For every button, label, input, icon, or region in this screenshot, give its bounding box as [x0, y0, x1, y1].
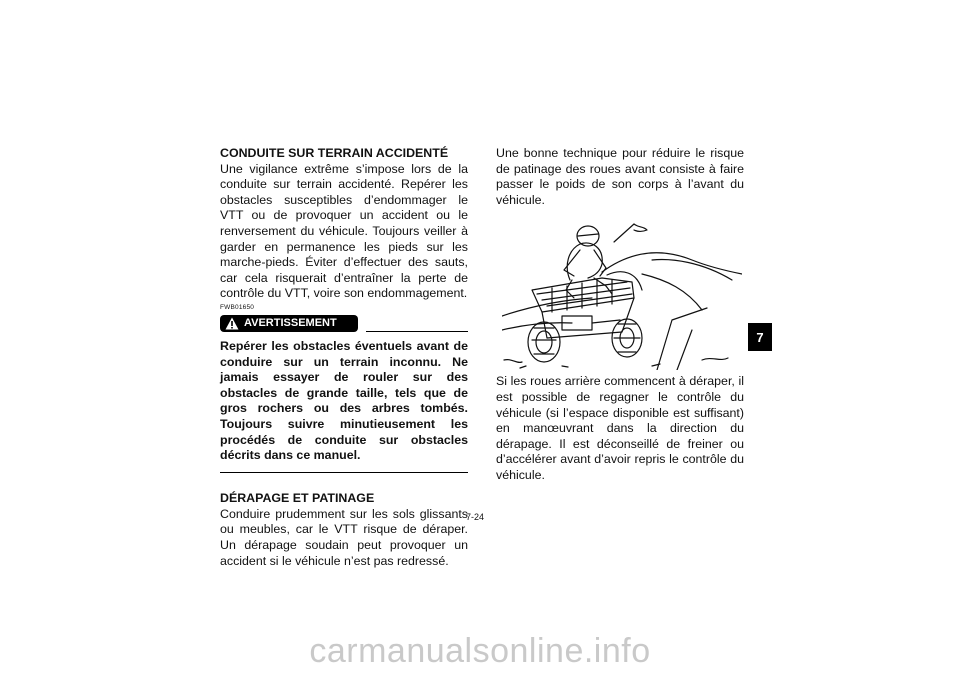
warning-header	[220, 313, 468, 335]
paragraph-rear-skid: Si les roues arrière commencent à déraper, il est possible de regagner le contrôle du véhicule (si l’espace disponible est suffisant) en manœuvrant dans la direction du dérapage. Il est déconseillé de freiner ou d’accélérer avant d’avoir repris le contrôle du véhicule.	[496, 374, 744, 482]
warning-label: AVERTISSEMENT	[244, 316, 337, 329]
page-number: 7-24	[466, 512, 485, 522]
right-column	[496, 146, 744, 484]
watermark: carmanualsonline.info	[309, 632, 651, 670]
warning-bottom-divider	[220, 472, 468, 474]
warning-badge	[220, 315, 358, 332]
chapter-tab: 7	[748, 323, 772, 351]
warning-divider	[366, 331, 468, 333]
section-heading-rough-terrain: CONDUITE SUR TERRAIN ACCIDENTÉ	[220, 146, 449, 160]
atv-rider-illustration	[502, 220, 742, 370]
paragraph-skidding: Conduire prudemment sur les sols glissants ou meubles, car le VTT risque de déraper. Un dérapage soudain peut provoquer un accident si le véhicule n’est pas redressé.	[220, 506, 468, 568]
paragraph-rough-terrain: Une vigilance extrême s’impose lors de la conduite sur terrain accidenté. Repérer les obstacles susceptibles d’endommager le VTT ou de provoquer un accident ou le renversement du véhicule. Toujours veiller à garder en permanence les pieds sur les marche-pieds. Éviter d’effectuer des sauts, car cela risquerait d’entraîner la perte de contrôle du VTT, voire son endommagement.	[220, 161, 468, 301]
paragraph-front-wheel-technique: Une bonne technique pour réduire le risque de patinage des roues avant consiste à faire passer le poids de son corps à l’avant du véhicule.	[496, 146, 744, 207]
left-column	[220, 146, 468, 569]
warning-text: Repérer les obstacles éventuels avant de conduire sur un terrain inconnu. Ne jamais essayer de rouler sur des obstacles de grande taille, tels que de gros rochers ou des arbres tombés. Toujours suivre minutieusement les procédés de conduite sur obstacles décrits dans ce manuel.	[220, 338, 468, 463]
section-heading-skidding: DÉRAPAGE ET PATINAGE	[220, 491, 375, 506]
warning-triangle-icon	[225, 317, 239, 330]
warning-code: FWB01650	[220, 303, 255, 311]
